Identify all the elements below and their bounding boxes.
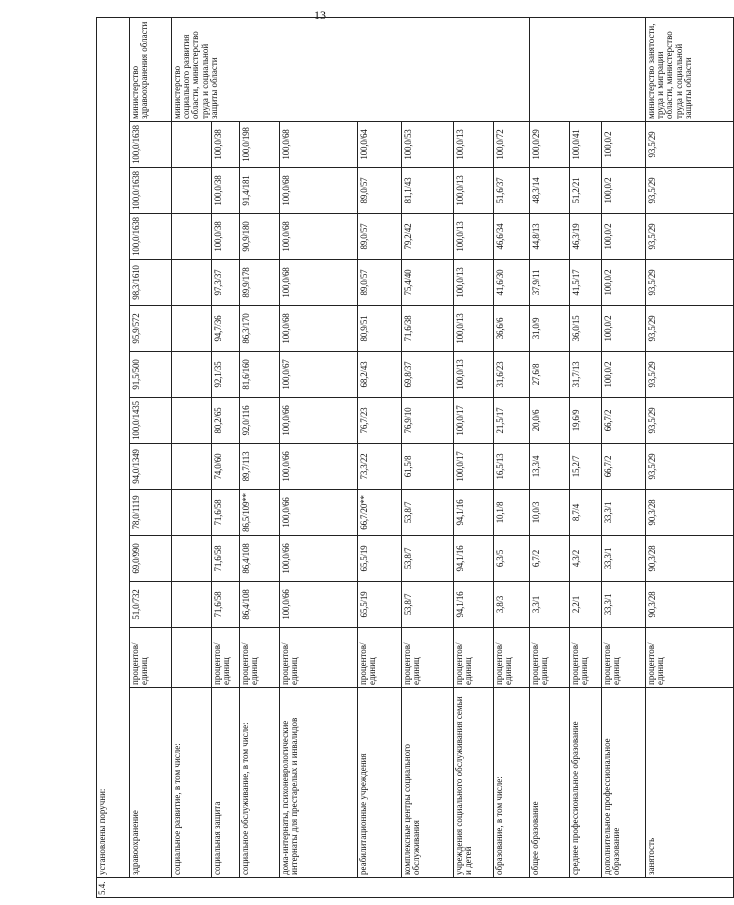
value-cell: 100,0/68 xyxy=(280,214,358,260)
row-name: здравоохранение xyxy=(130,688,172,878)
table-row xyxy=(280,18,358,898)
value-cell: 74,0/60 xyxy=(212,444,240,490)
value-cell: 89,0/57 xyxy=(358,214,402,260)
value-cell: 81,6/160 xyxy=(240,352,280,398)
value-cell: 100,0/13 xyxy=(454,260,494,306)
value-cell: 90,3/28 xyxy=(646,582,734,628)
value-cell: 51,0/732 xyxy=(130,582,172,628)
row-unit: процентов/ единиц xyxy=(530,628,570,688)
value-cell: 71,6/58 xyxy=(212,582,240,628)
value-cell: 100,0/66 xyxy=(280,490,358,536)
value-cell: 68,2/43 xyxy=(358,352,402,398)
value-cell: 51,2/21 xyxy=(570,168,602,214)
value-cell xyxy=(172,352,212,398)
value-cell: 36,6/6 xyxy=(494,306,530,352)
value-cell: 100,0/2 xyxy=(602,168,646,214)
value-cell: 100,0/1638 xyxy=(130,122,172,168)
value-cell: 16,5/13 xyxy=(494,444,530,490)
value-cell: 100,0/17 xyxy=(454,398,494,444)
value-cell: 93,5/29 xyxy=(646,168,734,214)
value-cell: 65,5/19 xyxy=(358,536,402,582)
value-cell: 89,7/113 xyxy=(240,444,280,490)
value-cell: 6,7/2 xyxy=(530,536,570,582)
value-cell xyxy=(172,536,212,582)
responsible-body: министерство здравоохранения области xyxy=(130,18,172,122)
value-cell: 100,0/38 xyxy=(212,168,240,214)
value-cell: 76,7/23 xyxy=(358,398,402,444)
value-cell: 90,3/28 xyxy=(646,490,734,536)
value-cell: 98,3/1610 xyxy=(130,260,172,306)
row-name: дополнительное профессиональное образование xyxy=(602,688,646,878)
row-unit: процентов/ единиц xyxy=(212,628,240,688)
value-cell: 86,4/108 xyxy=(240,536,280,582)
value-cell: 75,4/40 xyxy=(402,260,454,306)
value-cell: 89,9/178 xyxy=(240,260,280,306)
row-name: образование, в том числе: xyxy=(494,688,530,878)
value-cell: 93,5/29 xyxy=(646,214,734,260)
value-cell: 100,0/29 xyxy=(530,122,570,168)
value-cell: 100,0/2 xyxy=(602,352,646,398)
value-cell: 31,7/13 xyxy=(570,352,602,398)
value-cell: 81,1/43 xyxy=(402,168,454,214)
value-cell: 86,4/108 xyxy=(240,582,280,628)
value-cell: 66,7/2 xyxy=(602,398,646,444)
value-cell: 100,0/38 xyxy=(212,214,240,260)
value-cell: 100,0/66 xyxy=(280,444,358,490)
value-cell: 41,5/17 xyxy=(570,260,602,306)
value-cell: 71,6/58 xyxy=(212,536,240,582)
table-row xyxy=(570,18,602,898)
value-cell: 80,2/65 xyxy=(212,398,240,444)
value-cell: 71,6/38 xyxy=(402,306,454,352)
value-cell xyxy=(172,582,212,628)
table-row xyxy=(240,18,280,898)
value-cell: 93,5/29 xyxy=(646,398,734,444)
value-cell: 33,3/1 xyxy=(602,536,646,582)
value-cell: 100,0/41 xyxy=(570,122,602,168)
value-cell: 73,3/22 xyxy=(358,444,402,490)
value-cell: 89,0/57 xyxy=(358,260,402,306)
value-cell: 100,0/66 xyxy=(280,536,358,582)
row-name: социальное развитие, в том числе: xyxy=(172,688,212,878)
value-cell: 100,0/67 xyxy=(280,352,358,398)
value-cell: 100,0/13 xyxy=(454,306,494,352)
value-cell: 53,8/7 xyxy=(402,582,454,628)
value-cell: 97,3/37 xyxy=(212,260,240,306)
value-cell: 78,0/1119 xyxy=(130,490,172,536)
value-cell: 100,0/38 xyxy=(212,122,240,168)
table-row xyxy=(454,18,494,898)
value-cell: 46,6/34 xyxy=(494,214,530,260)
value-cell: 53,8/7 xyxy=(402,536,454,582)
value-cell: 90,3/28 xyxy=(646,536,734,582)
row-unit: процентов/ единиц xyxy=(646,628,734,688)
value-cell: 86,5/109** xyxy=(240,490,280,536)
value-cell: 100,0/2 xyxy=(602,214,646,260)
value-cell: 92,1/35 xyxy=(212,352,240,398)
value-cell: 100,0/17 xyxy=(454,444,494,490)
row-unit: процентов/ единиц xyxy=(570,628,602,688)
value-cell: 36,0/15 xyxy=(570,306,602,352)
value-cell: 100,0/13 xyxy=(454,122,494,168)
value-cell: 21,5/17 xyxy=(494,398,530,444)
value-cell: 31,6/23 xyxy=(494,352,530,398)
value-cell: 89,0/57 xyxy=(358,168,402,214)
row-unit: процентов/ единиц xyxy=(402,628,454,688)
value-cell xyxy=(172,214,212,260)
row-name: социальная защита xyxy=(212,688,240,878)
value-cell: 100,0/68 xyxy=(280,168,358,214)
value-cell: 100,0/2 xyxy=(602,260,646,306)
value-cell: 91,4/181 xyxy=(240,168,280,214)
value-cell: 100,0/53 xyxy=(402,122,454,168)
value-cell: 3,3/1 xyxy=(530,582,570,628)
value-cell: 65,5/19 xyxy=(358,582,402,628)
page-number: 13 xyxy=(314,8,326,22)
value-cell xyxy=(172,490,212,536)
row-unit: процентов/ единиц xyxy=(454,628,494,688)
row-name: дома-интернаты, психоневрологические интернаты для престарелых и инвалидов xyxy=(280,688,358,878)
value-cell: 100,0/13 xyxy=(454,168,494,214)
table-row xyxy=(97,18,130,898)
section-title: установлены поручни: xyxy=(97,18,130,878)
value-cell: 44,8/13 xyxy=(530,214,570,260)
value-cell xyxy=(172,398,212,444)
value-cell xyxy=(172,122,212,168)
value-cell: 33,3/1 xyxy=(602,490,646,536)
value-cell: 51,6/37 xyxy=(494,168,530,214)
value-cell: 100,0/1638 xyxy=(130,214,172,260)
value-cell: 69,8/37 xyxy=(402,352,454,398)
value-cell: 93,5/29 xyxy=(646,260,734,306)
table-row xyxy=(358,18,402,898)
row-unit: процентов/ единиц xyxy=(494,628,530,688)
value-cell: 93,5/29 xyxy=(646,122,734,168)
value-cell: 93,5/29 xyxy=(646,444,734,490)
table-row xyxy=(602,18,646,898)
value-cell: 46,3/19 xyxy=(570,214,602,260)
value-cell: 94,7/36 xyxy=(212,306,240,352)
value-cell: 100,0/68 xyxy=(280,306,358,352)
table-row xyxy=(172,18,212,898)
row-name: среднее профессиональное образование xyxy=(570,688,602,878)
value-cell: 2,2/1 xyxy=(570,582,602,628)
value-cell xyxy=(172,444,212,490)
row-name: комплексные центры социального обслуживания xyxy=(402,688,454,878)
row-name: реабилитационные учреждения xyxy=(358,688,402,878)
value-cell: 33,3/1 xyxy=(602,582,646,628)
value-cell: 79,2/42 xyxy=(402,214,454,260)
value-cell: 53,8/7 xyxy=(402,490,454,536)
value-cell: 100,0/2 xyxy=(602,306,646,352)
value-cell: 41,6/30 xyxy=(494,260,530,306)
value-cell: 66,7/2 xyxy=(602,444,646,490)
row-unit: процентов/ единиц xyxy=(280,628,358,688)
table-row xyxy=(646,18,734,898)
value-cell: 80,9/51 xyxy=(358,306,402,352)
table-row xyxy=(130,18,172,898)
value-cell: 95,9/572 xyxy=(130,306,172,352)
value-cell: 93,5/29 xyxy=(646,352,734,398)
value-cell: 71,6/58 xyxy=(212,490,240,536)
value-cell: 6,3/5 xyxy=(494,536,530,582)
value-cell: 90,9/180 xyxy=(240,214,280,260)
row-name: учреждения социального обслуживания семьи и детей xyxy=(454,688,494,878)
value-cell: 100,0/198 xyxy=(240,122,280,168)
table-row xyxy=(212,18,240,898)
value-cell: 100,0/13 xyxy=(454,214,494,260)
value-cell: 69,0/990 xyxy=(130,536,172,582)
value-cell: 91,5/500 xyxy=(130,352,172,398)
value-cell: 20,0/6 xyxy=(530,398,570,444)
value-cell: 66,7/20** xyxy=(358,490,402,536)
row-unit: процентов/ единиц xyxy=(240,628,280,688)
section-number: 5.4. xyxy=(97,878,734,898)
value-cell: 100,0/1638 xyxy=(130,168,172,214)
value-cell: 48,3/14 xyxy=(530,168,570,214)
value-cell: 100,0/66 xyxy=(280,398,358,444)
value-cell: 15,2/7 xyxy=(570,444,602,490)
value-cell: 10,1/8 xyxy=(494,490,530,536)
value-cell: 94,1/16 xyxy=(454,582,494,628)
value-cell: 94,1/16 xyxy=(454,536,494,582)
value-cell: 61,5/8 xyxy=(402,444,454,490)
value-cell: 100,0/72 xyxy=(494,122,530,168)
value-cell: 13,3/4 xyxy=(530,444,570,490)
value-cell: 8,7/4 xyxy=(570,490,602,536)
value-cell: 76,9/10 xyxy=(402,398,454,444)
table-row xyxy=(402,18,454,898)
rotated-table-container xyxy=(96,18,693,898)
value-cell xyxy=(172,260,212,306)
value-cell: 3,8/3 xyxy=(494,582,530,628)
row-name: занятость xyxy=(646,688,734,878)
value-cell: 100,0/66 xyxy=(280,582,358,628)
indicator-table xyxy=(96,17,734,898)
table-row xyxy=(530,18,570,898)
value-cell: 94,1/16 xyxy=(454,490,494,536)
value-cell: 100,0/64 xyxy=(358,122,402,168)
row-name: социальное обслуживание, в том числе: xyxy=(240,688,280,878)
value-cell: 93,5/29 xyxy=(646,306,734,352)
value-cell: 37,9/11 xyxy=(530,260,570,306)
value-cell: 4,3/2 xyxy=(570,536,602,582)
value-cell: 31,0/9 xyxy=(530,306,570,352)
value-cell: 94,0/1349 xyxy=(130,444,172,490)
row-unit: процентов/ единиц xyxy=(602,628,646,688)
row-unit: процентов/ единиц xyxy=(130,628,172,688)
row-name: общее образование xyxy=(530,688,570,878)
value-cell: 100,0/68 xyxy=(280,122,358,168)
responsible-body: министерство социального развития области, министерство труда и социальной защиты области xyxy=(172,18,530,122)
row-unit: процентов/ единиц xyxy=(358,628,402,688)
value-cell: 92,0/116 xyxy=(240,398,280,444)
table-row xyxy=(494,18,530,898)
value-cell: 19,6/9 xyxy=(570,398,602,444)
row-unit xyxy=(172,628,212,688)
value-cell: 100,0/13 xyxy=(454,352,494,398)
value-cell: 100,0/68 xyxy=(280,260,358,306)
value-cell: 100,0/1435 xyxy=(130,398,172,444)
value-cell: 100,0/2 xyxy=(602,122,646,168)
value-cell: 27,6/8 xyxy=(530,352,570,398)
responsible-body: министерство занятости, труда и миграции области, министерство труда и социальной защиты области xyxy=(646,18,734,122)
value-cell: 86,3/170 xyxy=(240,306,280,352)
value-cell xyxy=(172,306,212,352)
value-cell xyxy=(172,168,212,214)
value-cell: 10,0/3 xyxy=(530,490,570,536)
